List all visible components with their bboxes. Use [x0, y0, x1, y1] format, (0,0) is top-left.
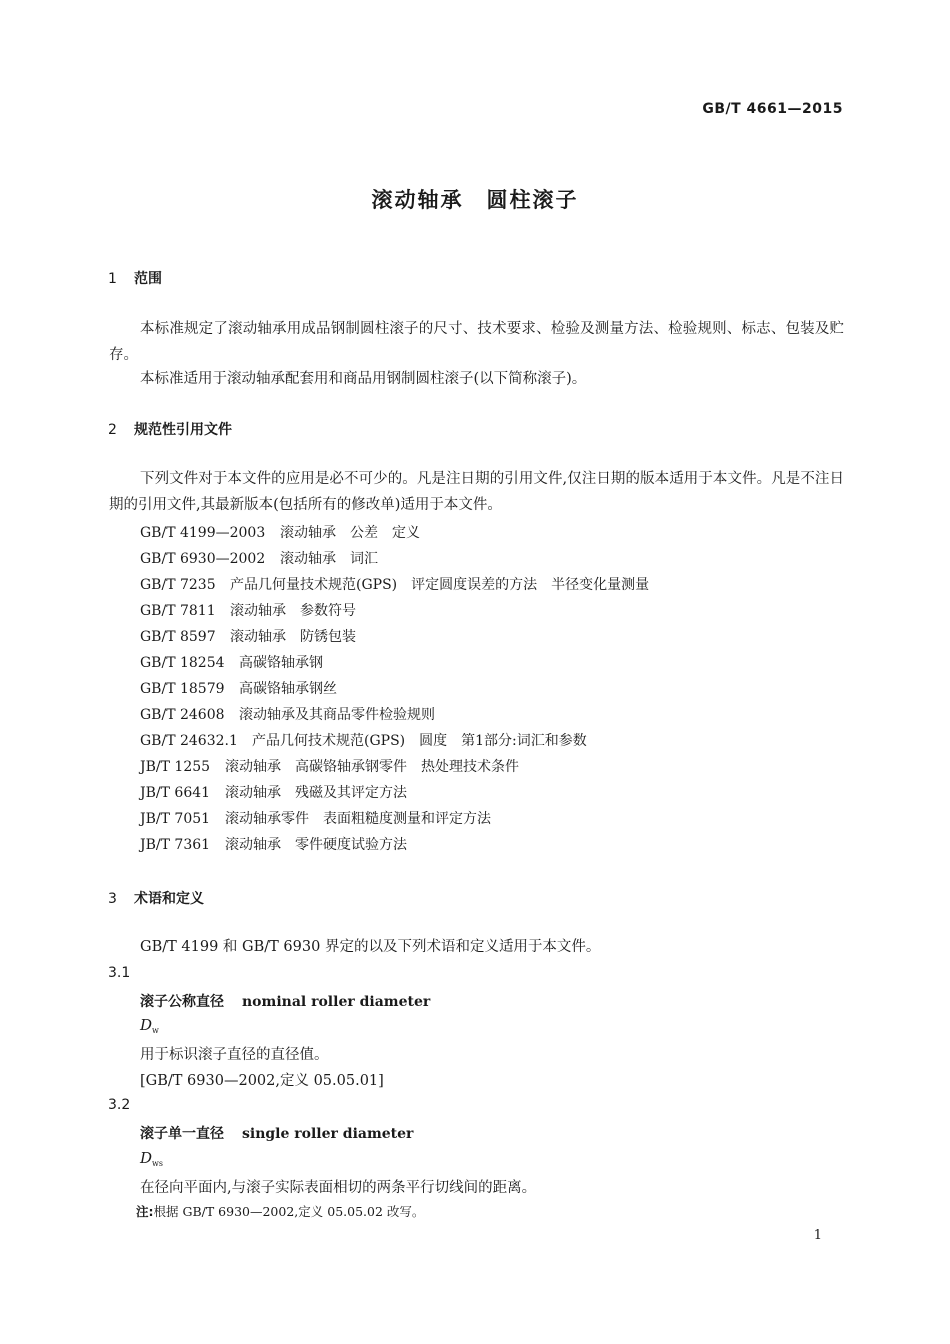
symbol-subscript: w	[152, 1026, 159, 1035]
reference-title: 滚动轴承 参数符号	[230, 603, 356, 619]
scope-paragraph-2: 本标准适用于滚动轴承配套用和商品用钢制圆柱滚子(以下简称滚子)。	[140, 371, 587, 387]
section-number: 2	[108, 422, 117, 438]
reference-item	[140, 574, 649, 594]
symbol-subscript: ws	[152, 1159, 163, 1168]
term-name-cn: 滚子公称直径	[140, 994, 224, 1010]
section-2-heading	[108, 419, 232, 439]
document-title: 滚动轴承 圆柱滚子	[371, 188, 579, 212]
reference-title: 滚动轴承 公差 定义	[280, 525, 420, 541]
page-number: 1	[813, 1228, 822, 1243]
note-label: 注:	[136, 1204, 154, 1219]
reference-item	[140, 704, 435, 724]
reference-title: 滚动轴承零件 表面粗糙度测量和评定方法	[225, 811, 491, 827]
reference-item	[140, 522, 420, 542]
reference-code: GB/T 7235	[140, 577, 216, 593]
section-title: 范围	[134, 271, 162, 287]
reference-item	[140, 600, 356, 620]
terms-intro: GB/T 4199 和 GB/T 6930 界定的以及下列术语和定义适用于本文件。	[140, 939, 601, 955]
reference-item	[140, 782, 407, 802]
term-name-en: nominal roller diameter	[242, 994, 431, 1010]
symbol-letter: D	[140, 1016, 153, 1034]
section-number: 1	[108, 271, 117, 287]
reference-title: 产品几何技术规范(GPS) 圆度 第1部分:词汇和参数	[252, 733, 587, 749]
reference-item	[140, 808, 491, 828]
term-symbol	[140, 1016, 159, 1035]
reference-code: GB/T 24632.1	[140, 733, 238, 749]
section-1-heading	[108, 268, 162, 288]
term-symbol	[140, 1149, 163, 1168]
reference-title: 高碳铬轴承钢	[239, 655, 323, 671]
reference-title: 滚动轴承 词汇	[280, 551, 378, 567]
section-title: 规范性引用文件	[134, 422, 232, 438]
reference-item	[140, 548, 378, 568]
reference-title: 滚动轴承及其商品零件检验规则	[239, 707, 435, 723]
section-3-heading	[108, 888, 204, 908]
reference-title: 滚动轴承 零件硬度试验方法	[225, 837, 407, 853]
reference-code: GB/T 18254	[140, 655, 225, 671]
term-definition: 在径向平面内,与滚子实际表面相切的两条平行切线间的距离。	[140, 1180, 537, 1196]
reference-item	[140, 678, 337, 698]
reference-title: 产品几何量技术规范(GPS) 评定圆度误差的方法 半径变化量测量	[230, 577, 650, 593]
reference-item	[140, 756, 519, 776]
term-name-cn: 滚子单一直径	[140, 1126, 224, 1142]
note-text: 根据 GB/T 6930—2002,定义 05.05.02 改写。	[153, 1204, 425, 1219]
reference-code: JB/T 7361	[140, 837, 211, 853]
reference-item	[140, 730, 587, 750]
reference-code: GB/T 6930—2002	[140, 551, 266, 567]
standard-code: GB/T 4661—2015	[702, 101, 843, 117]
term-number: 3.2	[108, 1097, 131, 1113]
term-name	[140, 991, 430, 1011]
reference-code: GB/T 18579	[140, 681, 225, 697]
reference-item	[140, 652, 323, 672]
reference-code: GB/T 8597	[140, 629, 216, 645]
reference-title: 滚动轴承 高碳铬轴承钢零件 热处理技术条件	[225, 759, 519, 775]
scope-paragraph-1: 本标准规定了滚动轴承用成品钢制圆柱滚子的尺寸、技术要求、检验及测量方法、检验规则、标志、包装及贮存。	[109, 321, 844, 363]
reference-title: 高碳铬轴承钢丝	[239, 681, 337, 697]
reference-item	[140, 626, 356, 646]
reference-code: GB/T 24608	[140, 707, 225, 723]
reference-code: JB/T 6641	[140, 785, 211, 801]
section-number: 3	[108, 891, 117, 907]
references-intro: 下列文件对于本文件的应用是必不可少的。凡是注日期的引用文件,仅注日期的版本适用于本文件。凡是不注日期的引用文件,其最新版本(包括所有的修改单)适用于本文件。	[109, 471, 844, 513]
term-note	[136, 1202, 424, 1220]
reference-code: JB/T 7051	[140, 811, 211, 827]
reference-title: 滚动轴承 防锈包装	[230, 629, 356, 645]
term-number: 3.1	[108, 965, 131, 981]
reference-code: GB/T 4199—2003	[140, 525, 266, 541]
section-title: 术语和定义	[134, 891, 204, 907]
reference-title: 滚动轴承 残磁及其评定方法	[225, 785, 407, 801]
reference-code: JB/T 1255	[140, 759, 211, 775]
term-definition: 用于标识滚子直径的直径值。	[140, 1047, 329, 1063]
reference-code: GB/T 7811	[140, 603, 216, 619]
term-name-en: single roller diameter	[242, 1126, 414, 1142]
reference-item	[140, 834, 407, 854]
term-name	[140, 1123, 413, 1143]
symbol-letter: D	[140, 1149, 153, 1167]
term-source: [GB/T 6930—2002,定义 05.05.01]	[140, 1073, 384, 1089]
